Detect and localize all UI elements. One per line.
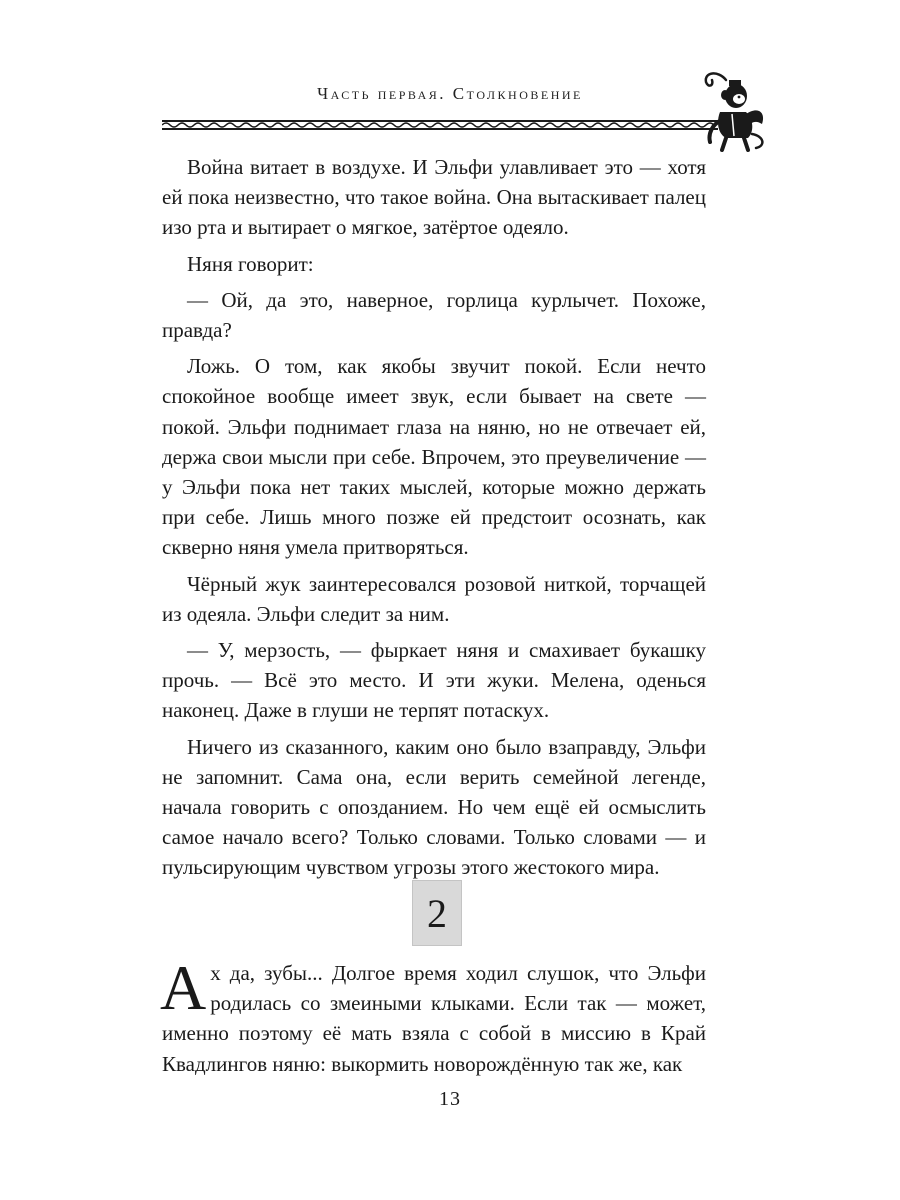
ornamental-rule-icon [162, 118, 718, 132]
monkey-silhouette-icon [696, 68, 768, 152]
paragraph: — Ой, да это, наверное, горлица курлычет. Похоже, правда? [162, 287, 706, 343]
page-number: 13 [439, 1088, 461, 1110]
paragraph: Ничего из сказанного, каким оно было взаправду, Эльфи не запомнит. Сама она, если верить семейной легенде, начала говорить с опозданием. Но чем ещё ей осмыслить самое начало всего? Только словами. Только словами — и пульсирующим чувством угрозы этого жестокого мира. [162, 734, 706, 880]
paragraph: Няня говорит: [187, 251, 314, 276]
paragraph: Чёрный жук заинтересовался розовой ниткой, торчащей из одеяла. Эльфи следит за ним. [162, 571, 706, 626]
paragraph: — У, мерзость, — фыркает няня и смахивает букашку прочь. — Всё это место. И эти жуки. Мелена, оденься наконец. Даже в глуши не терпят потаскух. [162, 638, 706, 723]
paragraph: Ложь. О том, как якобы звучит покой. Если нечто спокойное вообще имеет звук, если бывает на свете — покой. Эльфи поднимает глаза на няню, но не отвечает ей, держа свои мысли при себе. Впрочем, это преувеличение — у Эльфи пока нет таких мыслей, которые можно держать при себе. Лишь много позже ей предстоит осознать, как скверно няня умела притворяться. [162, 354, 706, 560]
chapter-number-label: 2 [427, 890, 447, 936]
running-title: Часть первая. Столкновение [317, 84, 583, 103]
chapter-opening-text: х да, зубы... Долгое время ходил слушок, что Эльфи родилась со змеиными клыками. Если так — может, именно поэтому её мать взяла с собой в миссию в Край Квадлингов няню: выкормить новорождённую так же, как [162, 961, 706, 1076]
paragraph: Война витает в воздухе. И Эльфи улавливает это — хотя ей пока неизвестно, что такое война. Она вытаскивает палец изо рта и вытирает о мягкое, затёртое одеяло. [162, 155, 706, 240]
body-text [162, 152, 706, 883]
chapter-number [412, 880, 462, 946]
drop-cap: А [160, 952, 207, 1023]
chapter-opening [160, 952, 706, 1079]
